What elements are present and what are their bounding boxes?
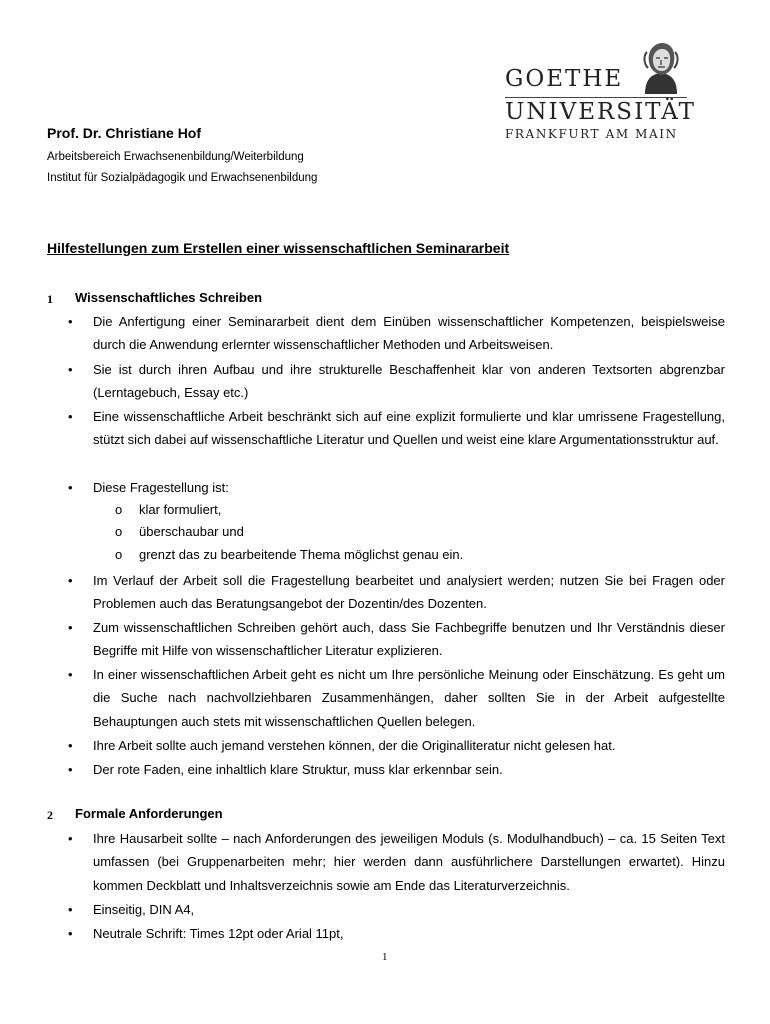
- list-item-text: Sie ist durch ihren Aufbau und ihre strukturelle Beschaffenheit klar von anderen Textsorten abgrenzbar (Lerntagebuch, Essay etc.): [93, 362, 725, 401]
- bullet-icon: •: [68, 620, 73, 635]
- section-1-title: Wissenschaftliches Schreiben: [75, 290, 263, 305]
- sub-list-item: [115, 499, 222, 521]
- bullet-icon: •: [68, 667, 73, 682]
- sub-list-item-text: klar formuliert,: [139, 502, 222, 517]
- list-item: [68, 310, 725, 357]
- list-item: [68, 758, 725, 781]
- bullet-icon: •: [68, 738, 73, 753]
- logo-goethe: GOETHE: [505, 66, 624, 92]
- page-number: 1: [382, 951, 388, 963]
- list-item-text: Neutrale Schrift: Times 12pt oder Arial 11pt,: [93, 926, 344, 941]
- goethe-portrait-icon: [635, 40, 687, 96]
- circle-bullet-icon: o: [115, 524, 123, 539]
- circle-bullet-icon: o: [115, 547, 123, 562]
- list-item: [68, 358, 725, 405]
- circle-bullet-icon: o: [115, 502, 123, 517]
- section-2-title: Formale Anforderungen: [75, 806, 223, 821]
- bullet-icon: •: [68, 762, 73, 777]
- bullet-icon: •: [68, 831, 73, 846]
- logo-divider: [505, 97, 687, 98]
- sub-list-item: [115, 521, 244, 543]
- list-item-text: Ihre Arbeit sollte auch jemand verstehen können, der die Originalliteratur nicht gelesen hat.: [93, 738, 616, 753]
- list-item: [68, 476, 725, 499]
- bullet-icon: •: [68, 314, 73, 329]
- list-item: [68, 827, 725, 897]
- sub-list-item-text: grenzt das zu bearbeitende Thema möglichst genau ein.: [139, 547, 464, 562]
- list-item-text: Im Verlauf der Arbeit soll die Fragestellung bearbeitet und analysiert werden; nutzen Sie bei Fragen oder Problemen auch das Beratungsangebot der Dozentin/des Dozenten.: [93, 573, 725, 612]
- list-item-text: In einer wissenschaftlichen Arbeit geht es nicht um Ihre persönliche Meinung oder Einschätzung. Es geht um die Suche nach nachvollziehbaren Zusammenhängen, daher sollten Sie in der Arbeit aufgestellte Behauptungen auch stets mit wissenschaftlichen Quellen belegen.: [93, 667, 725, 729]
- logo-universitaet: UNIVERSITÄT: [505, 99, 696, 125]
- list-item: [68, 898, 725, 921]
- sub-list-item-text: überschaubar und: [139, 524, 244, 539]
- document-title: Hilfestellungen zum Erstellen einer wissenschaftlichen Seminararbeit: [47, 240, 510, 256]
- list-item: [68, 569, 725, 616]
- list-item-text: Eine wissenschaftliche Arbeit beschränkt sich auf eine explizit formulierte und klar umrissene Fragestellung, stützt sich dabei auf wissenschaftliche Literatur und Quellen und weist eine klare Argumentationsstruktur auf.: [93, 409, 725, 448]
- bullet-icon: •: [68, 902, 73, 917]
- section-2-number: 2: [47, 808, 53, 822]
- list-item-text: Die Anfertigung einer Seminararbeit dient dem Einüben wissenschaftlicher Kompetenzen, beispielsweise durch die Anwendung erlernter wissenschaftlicher Methoden und Arbeitsweisen.: [93, 314, 725, 353]
- sub-list-item: [115, 544, 464, 566]
- list-item-text: Zum wissenschaftlichen Schreiben gehört auch, dass Sie Fachbegriffe benutzen und Ihr Verständnis dieser Begriffe mit Hilfe von wissenschaftlicher Literatur explizieren.: [93, 620, 725, 659]
- department-line-2: Institut für Sozialpädagogik und Erwachsenenbildung: [47, 172, 318, 184]
- bullet-icon: •: [68, 480, 73, 495]
- list-item-text: Diese Fragestellung ist:: [93, 480, 229, 495]
- list-item: [68, 663, 725, 733]
- bullet-icon: •: [68, 926, 73, 941]
- list-item-text: Einseitig, DIN A4,: [93, 902, 195, 917]
- section-1-number: 1: [47, 292, 53, 306]
- logo-frankfurt: FRANKFURT AM MAIN: [505, 127, 678, 141]
- author-name: Prof. Dr. Christiane Hof: [47, 125, 202, 141]
- bullet-icon: •: [68, 409, 73, 424]
- list-item: [68, 734, 725, 757]
- department-line-1: Arbeitsbereich Erwachsenenbildung/Weiterbildung: [47, 151, 304, 163]
- list-item-text: Der rote Faden, eine inhaltlich klare Struktur, muss klar erkennbar sein.: [93, 762, 503, 777]
- bullet-icon: •: [68, 362, 73, 377]
- goethe-university-logo: [500, 40, 700, 150]
- list-item-text: Ihre Hausarbeit sollte – nach Anforderungen des jeweiligen Moduls (s. Modulhandbuch) – ca. 15 Seiten Text umfassen (bei Gruppenarbeiten mehr; hier werden dann ausführlichere Darstellungen erwartet). Hinzu kommen Deckblatt und Inhaltsverzeichnis sowie am Ende das Literaturverzeichnis.: [93, 831, 725, 893]
- list-item: [68, 922, 725, 945]
- list-item: [68, 405, 725, 452]
- bullet-icon: •: [68, 573, 73, 588]
- list-item: [68, 616, 725, 663]
